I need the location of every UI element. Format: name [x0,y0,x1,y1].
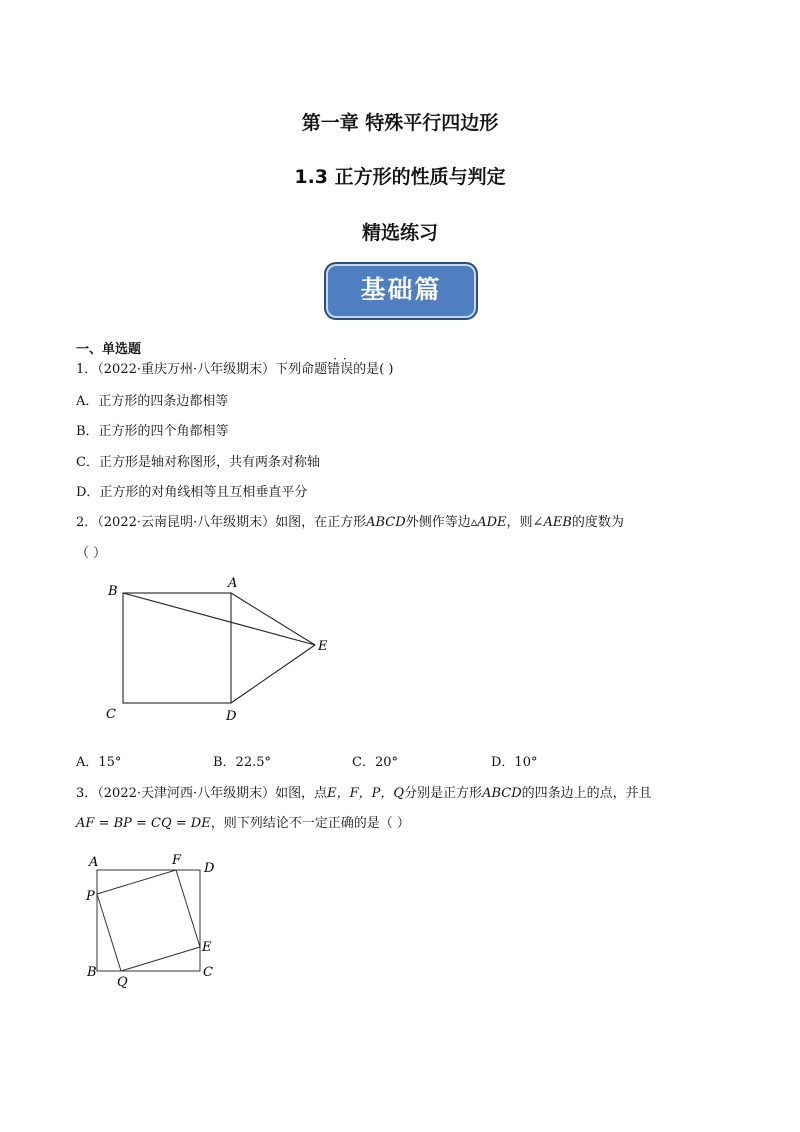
q2-label-e: E [318,639,328,654]
q3-label-e: E [202,940,212,955]
q2-stem-post: 的度数为 [571,515,624,530]
q2-label-b: B [108,584,118,599]
q3-figure [84,850,224,990]
q2-math-triangle: ▵ADE [470,515,507,530]
q2-math-square: ABCD [366,515,406,530]
q2-label-c: C [106,707,116,722]
q2-stem-mid: 外侧作等边 [405,515,471,530]
q3-math-square: ABCD [482,786,522,801]
chapter-title: 第一章 特殊平行四边形 [301,112,499,134]
q3-math-equality: AF = BP = CQ = DE [76,816,211,831]
q2-option-c: C．20° [352,755,398,770]
page-subtitle: 精选练习 [361,222,438,244]
q2-math-angle: ∠AEB [532,515,572,530]
level-badge-label: 基础篇 [360,275,442,304]
q3-label-b: B [87,965,97,980]
q2-stem-mid2: ，则 [506,515,533,530]
q3-outer-square [97,870,200,971]
q1-stem-post: 的是( ) [353,362,394,377]
level-badge [324,262,478,320]
q3-label-f: F [172,853,182,868]
q2-label-a: A [228,576,238,591]
q2-option-d: D．10° [491,755,538,770]
part-heading: 一、单选题 [76,342,142,357]
q1-stem [76,358,393,377]
q2-square [123,593,231,703]
q1-option-d: D．正方形的对角线相等且互相垂直平分 [76,485,308,500]
q3-inner-square [97,870,200,971]
q3-math-points: E，F，P，Q [327,786,405,801]
q1-stem-emphasis: · · 错误 [327,362,353,377]
q2-option-b: B．22.5° [213,755,271,770]
q3-label-c: C [203,965,213,980]
q3-stem-post: 的四条边上的点，并且 [521,786,652,801]
q3-label-a: A [89,855,99,870]
q3-stem [76,782,652,801]
q1-option-a: A．正方形的四条边都相等 [76,394,229,409]
q1-option-c: C．正方形是轴对称图形，共有两条对称轴 [76,455,320,470]
q1-option-b: B．正方形的四个角都相等 [76,424,229,439]
q2-segment-ae [231,593,315,645]
q1-stem-pre: 1．（2022·重庆万州·八年级期末）下列命题 [76,362,328,377]
q2-segment-de [231,645,315,703]
q2-option-a: A．15° [76,755,122,770]
q2-figure [100,570,340,730]
q2-answer-blank: （ ） [76,546,107,561]
q3-label-q: Q [117,975,128,990]
q3-stem-mid: 分别是正方形 [404,786,483,801]
q3-label-d: D [204,861,215,876]
section-title: 1.3 正方形的性质与判定 [294,166,506,188]
q3-stem-pre: 3．（2022·天津河西·八年级期末）如图，点 [76,786,328,801]
q2-stem-pre: 2．（2022·云南昆明·八年级期末）如图，在正方形 [76,515,367,530]
q3-stem-line2-post: ，则下列结论不一定正确的是（ ） [210,816,410,831]
q2-segment-be [123,593,315,645]
q3-stem-line2 [76,812,410,831]
q2-label-d: D [226,709,237,724]
q3-label-p: P [86,889,95,904]
q2-stem [76,511,624,530]
